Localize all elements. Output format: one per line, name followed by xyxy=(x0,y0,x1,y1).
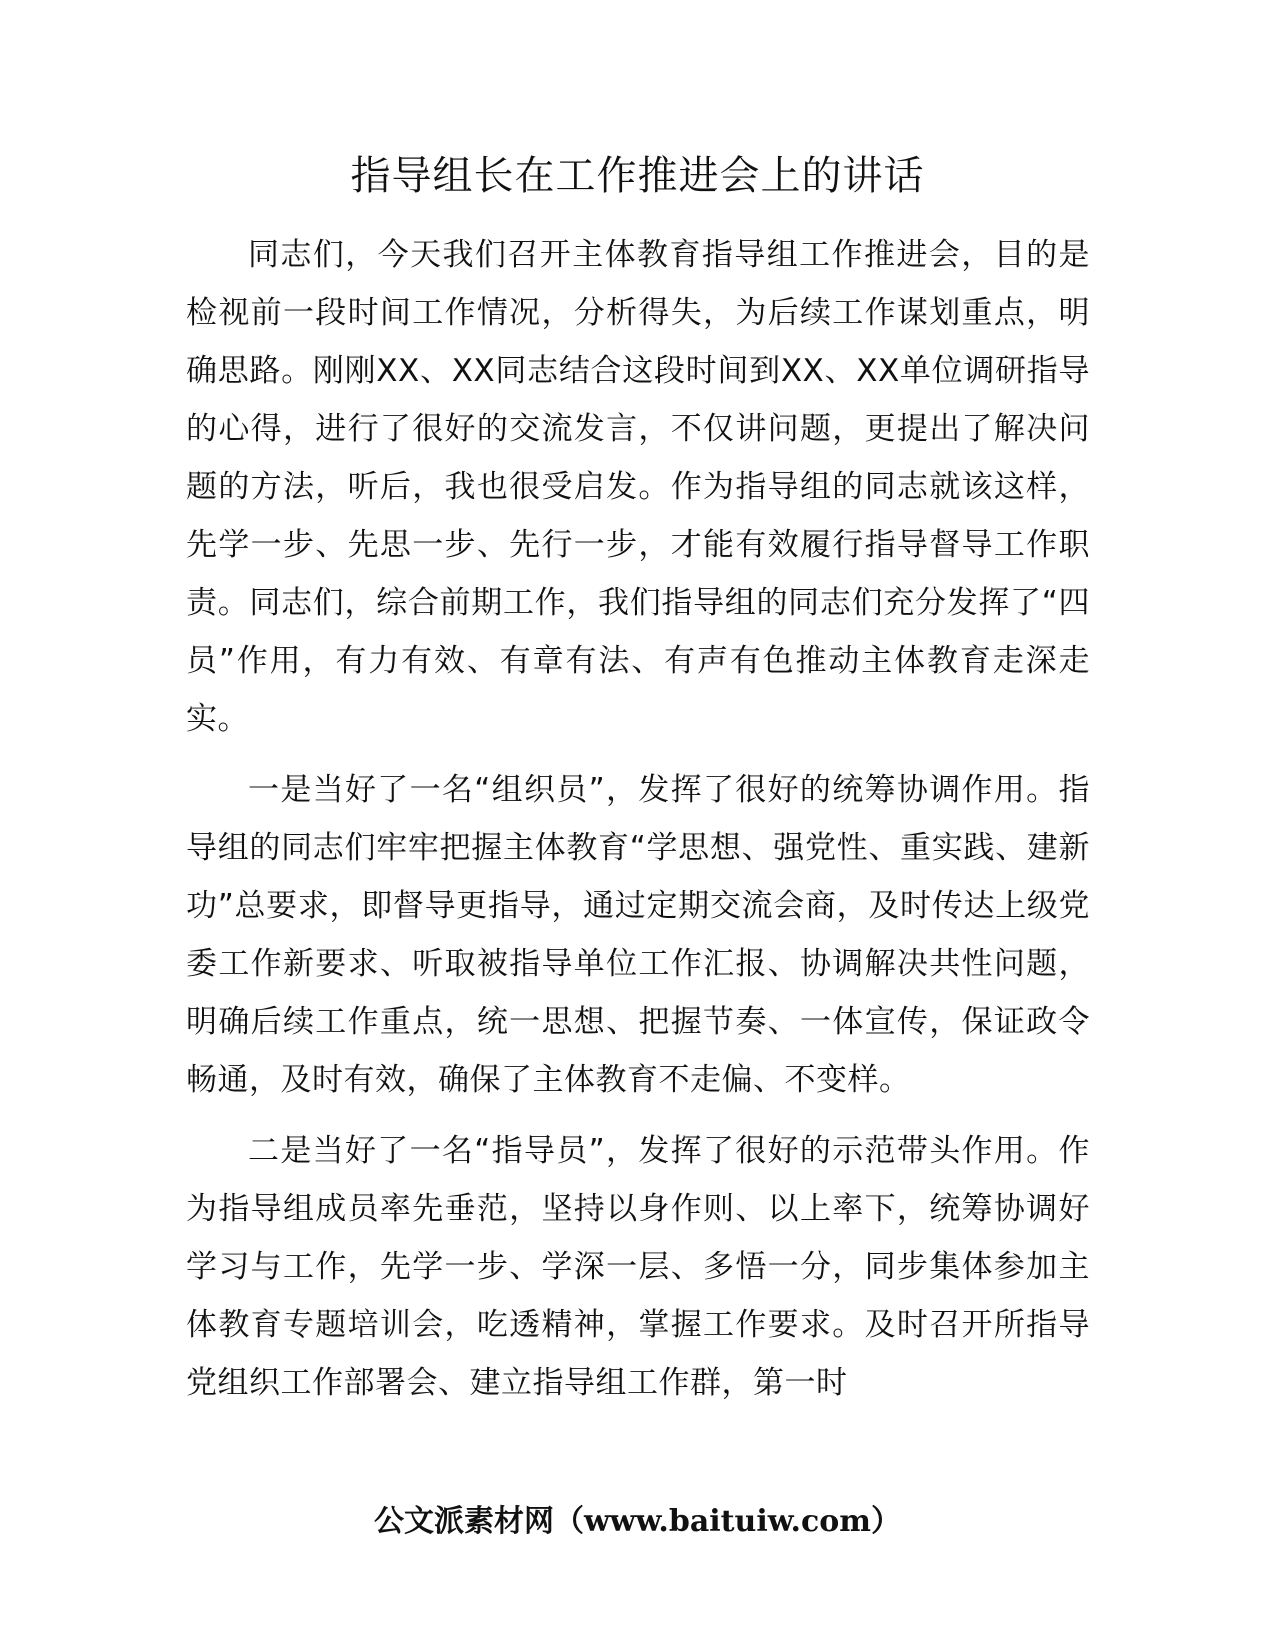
document-body xyxy=(186,226,1090,1425)
paragraph-intro: 同志们，今天我们召开主体教育指导组工作推进会，目的是检视前一段时间工作情况，分析得失，为后续工作谋划重点，明确思路。刚刚XX、XX同志结合这段时间到XX、XX单位调研指导的心得，进行了很好的交流发言，不仅讲问题，更提出了解决问题的方法，听后，我也很受启发。作为指导组的同志就该这样，先学一步、先思一步、先行一步，才能有效履行指导督导工作职责。同志们，综合前期工作，我们指导组的同志们充分发挥了“四员”作用，有力有效、有章有法、有声有色推动主体教育走深走实。 xyxy=(186,237,1090,737)
document-title: 指导组长在工作推进会上的讲话 xyxy=(350,153,925,199)
paragraph-instructor: 二是当好了一名“指导员”，发挥了很好的示范带头作用。作为指导组成员率先垂范，坚持以身作则、以上率下，统筹协调好学习与工作，先学一步、学深一层、多悟一分，同步集体参加主体教育专题培训会，吃透精神，掌握工作要求。及时召开所指导党组织工作部署会、建立指导组工作群，第一时 xyxy=(186,1133,1090,1401)
paragraph-organizer: 一是当好了一名“组织员”，发挥了很好的统筹协调作用。指导组的同志们牢牢把握主体教育“学思想、强党性、重实践、建新功”总要求，即督导更指导，通过定期交流会商，及时传达上级党委工作新要求、听取被指导单位工作汇报、协调解决共性问题，明确后续工作重点，统一思想、把握节奏、一体宣传，保证政令畅通，及时有效，确保了主体教育不走偏、不变样。 xyxy=(186,772,1090,1098)
footer-watermark: 公文派素材网（www.baituiw.com） xyxy=(373,1504,902,1539)
